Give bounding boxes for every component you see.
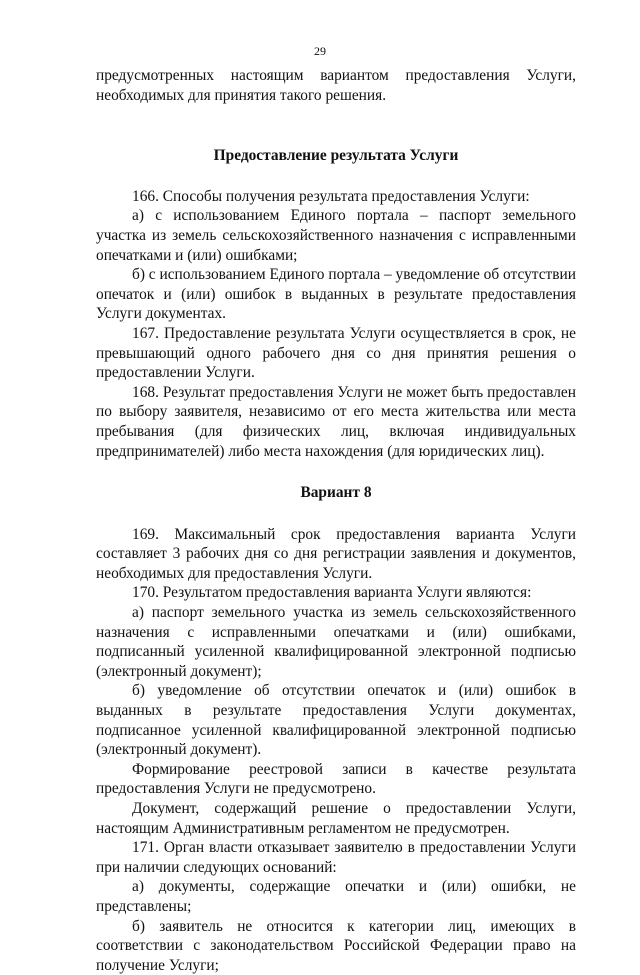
paragraph-166: 166. Способы получения результата предоставления Услуги: xyxy=(132,187,530,205)
paragraph-decision-note: Документ, содержащий решение о предоставлении Услуги, настоящим Административным регламентом не предусмотрен. xyxy=(96,800,576,837)
page-number: 29 xyxy=(314,44,326,58)
paragraph-170-b: б) уведомление об отсутствии опечаток и (или) ошибок в выданных в результате предоставления Услуги документах, подписанное усиленной квалифицированной электронной подписью (электронный документ). xyxy=(96,682,576,759)
paragraph-171: 171. Орган власти отказывает заявителю в предоставлении Услуги при наличии следующих оснований: xyxy=(96,839,576,876)
document-body xyxy=(96,66,576,975)
paragraph-169: 169. Максимальный срок предоставления варианта Услуги составляет 3 рабочих дня со дня регистрации заявления и документов, необходимых для предоставления Услуги. xyxy=(96,525,576,582)
paragraph-170-a: а) паспорт земельного участка из земель сельскохозяйственного назначения с исправленными опечатками и (или) ошибками, подписанный усиленной квалифицированной электронной подписью (электронный документ); xyxy=(96,604,576,680)
paragraph-166-a: а) с использованием Единого портала – паспорт земельного участка из земель сельскохозяйственного назначения с исправленными опечатками и (или) ошибками; xyxy=(96,207,576,264)
section-heading-result: Предоставление результата Услуги xyxy=(213,147,459,165)
paragraph-171-b: б) заявитель не относится к категории лиц, имеющих в соответствии с законодательством Российской Федерации право на получение Услуги; xyxy=(96,917,576,974)
paragraph-170: 170. Результатом предоставления варианта Услуги являются: xyxy=(132,584,532,602)
section-heading-variant-8: Вариант 8 xyxy=(300,484,372,502)
paragraph-168: 168. Результат предоставления Услуги не может быть предоставлен по выбору заявителя, независимо от его места жительства или места пребывания (для физических лиц, включая индивидуальных предпринимателей) либо места нахождения (для юридических лиц). xyxy=(96,383,576,460)
paragraph-171-a: а) документы, содержащие опечатки и (или) ошибки, не представлены; xyxy=(96,878,576,915)
paragraph-registry-note: Формирование реестровой записи в качестве результата предоставления Услуги не предусмотрено. xyxy=(96,760,576,798)
paragraph-166-b: б) с использованием Единого портала – уведомление об отсутствии опечаток и (или) ошибок в выданных в результате предоставления Услуги документах. xyxy=(96,266,576,323)
paragraph-167: 167. Предоставление результата Услуги осуществляется в срок, не превышающий одного рабочего дня со дня принятия решения о предоставлении Услуги. xyxy=(96,324,576,382)
intro-paragraph: предусмотренных настоящим вариантом предоставления Услуги, необходимых для принятия такого решения. xyxy=(96,67,576,104)
